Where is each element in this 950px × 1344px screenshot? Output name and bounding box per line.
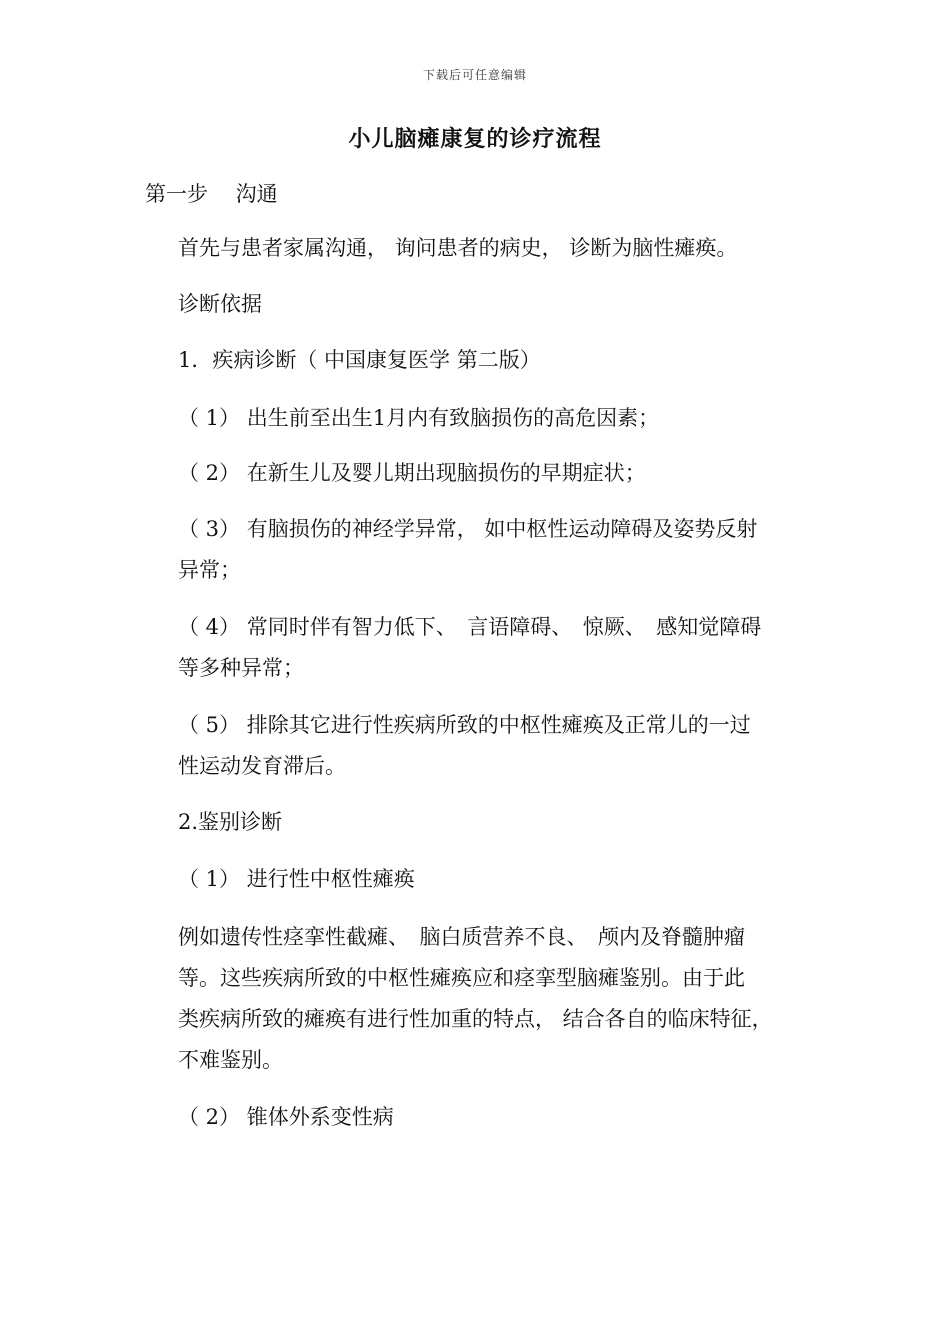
criteria-item: （ 2） 在新生儿及婴儿期出现脑损伤的早期症状； — [178, 461, 646, 485]
criteria-item: （ 5） 排除其它进行性疾病所致的中枢性瘫痪及正常儿的一过 — [178, 713, 751, 737]
differential-heading: 2.鉴别诊断 — [178, 810, 283, 834]
diff1-text-line: 类疾病所致的瘫痪有进行性加重的特点， 结合各自的临床特征， — [178, 1007, 773, 1031]
disease-dx-heading: 1．疾病诊断（ 中国康复医学 第二版） — [178, 348, 541, 372]
diff1-text-line: 不难鉴别。 — [178, 1048, 283, 1072]
diff1-text-line: 例如遗传性痉挛性截瘫、 脑白质营养不良、 颅内及脊髓肿瘤 — [178, 925, 745, 949]
header-note: 下载后可任意编辑 — [422, 68, 527, 82]
diff1-text-line: 等。这些疾病所致的中枢性瘫痪应和痉挛型脑瘫鉴别。由于此 — [178, 966, 745, 990]
criteria-item: （ 3） 有脑损伤的神经学异常， 如中枢性运动障碍及姿势反射 — [178, 517, 758, 541]
diff2-heading: （ 2） 锥体外系变性病 — [178, 1105, 394, 1129]
intro-paragraph: 首先与患者家属沟通， 询问患者的病史， 诊断为脑性瘫痪。 — [178, 236, 738, 260]
criteria-item-continued: 异常； — [178, 558, 241, 582]
criteria-item-continued: 等多种异常； — [178, 656, 304, 680]
criteria-item: （ 1） 出生前至出生1月内有致脑损伤的高危因素； — [178, 406, 660, 430]
criteria-item-continued: 性运动发育滞后。 — [178, 754, 346, 778]
diff1-heading: （ 1） 进行性中枢性瘫痪 — [178, 867, 415, 891]
document-title: 小儿脑瘫康复的诊疗流程 — [348, 126, 602, 152]
step-heading: 第一步 沟通 — [145, 182, 278, 206]
criteria-item: （ 4） 常同时伴有智力低下、 言语障碍、 惊厥、 感知觉障碍 — [178, 615, 762, 639]
criteria-heading: 诊断依据 — [178, 292, 262, 316]
